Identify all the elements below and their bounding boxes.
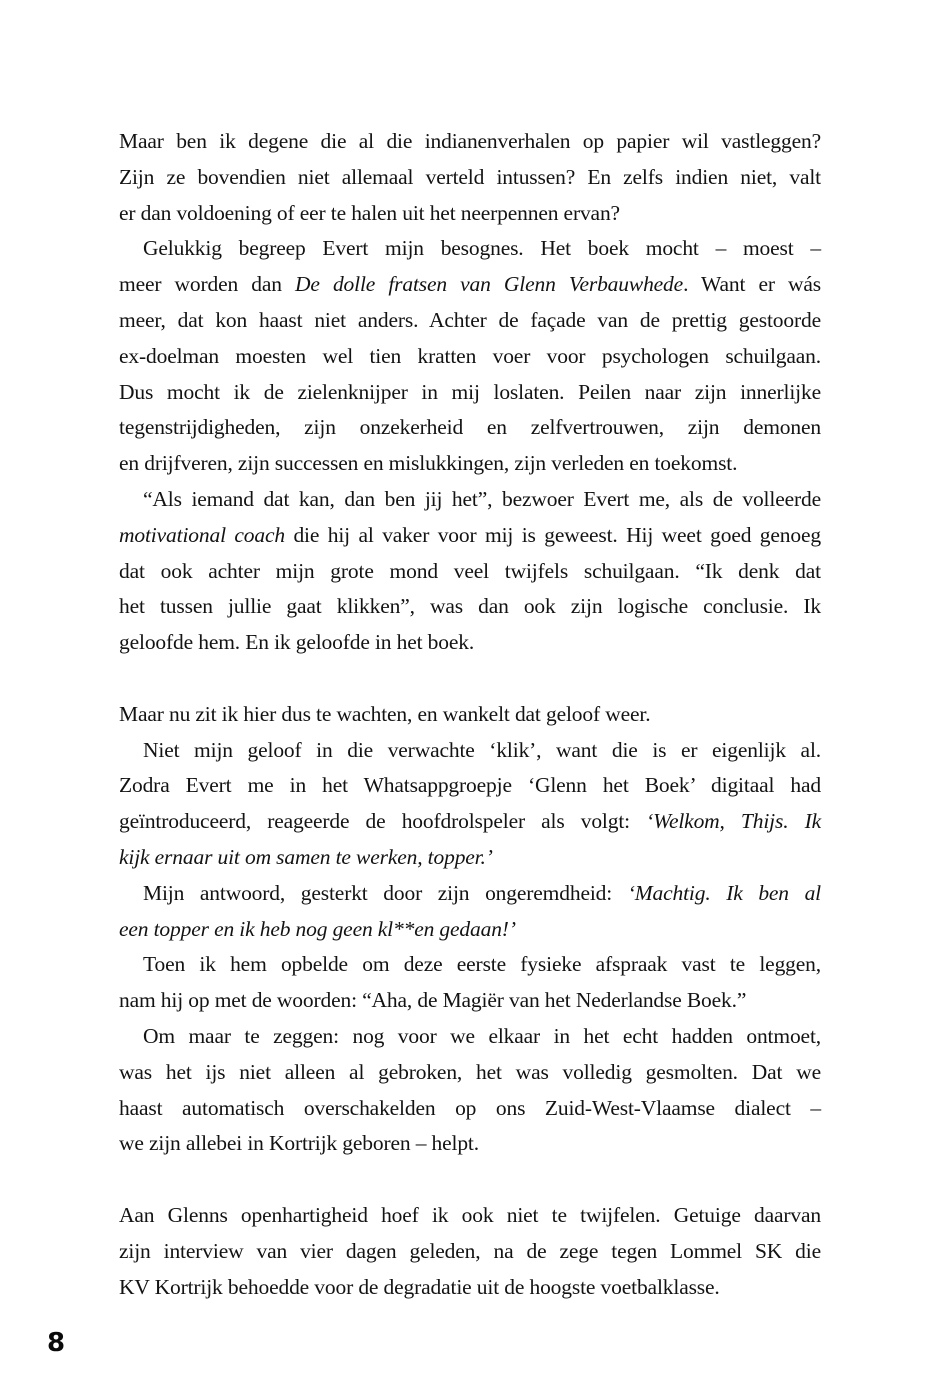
text-segment: . Want er wás bbox=[683, 272, 821, 297]
page-number: 8 bbox=[47, 1328, 66, 1358]
text-segment: Aan Glenns openhartigheid hoef ik ook niet te twijfelen. Getuige daarvan bbox=[119, 1202, 821, 1227]
text-segment: nam hij op met de woorden: “Aha, de Magiër van het Nederlandse Boek.” bbox=[119, 988, 747, 1013]
text-line bbox=[119, 912, 821, 948]
text-segment: Maar ben ik degene die al die indianenverhalen op papier wil vastleggen? bbox=[119, 129, 821, 153]
text-segment: Zodra Evert me in het Whatsappgroepje ‘Glenn het Boek’ digitaal had bbox=[119, 773, 821, 798]
text-segment: geïntroduceerd, reageerde de hoofdrolspeler als volgt: bbox=[119, 809, 647, 834]
text-line bbox=[119, 625, 821, 661]
text-segment: tegenstrijdigheden, zijn onzekerheid en zelfvertrouwen, zijn demonen bbox=[119, 415, 821, 440]
text-line bbox=[119, 1019, 821, 1055]
text-segment: en drijfveren, zijn successen en mislukkingen, zijn verleden en toekomst. bbox=[119, 451, 738, 476]
text-line bbox=[119, 160, 821, 196]
text-segment: Maar nu zit ik hier dus te wachten, en wankelt dat geloof weer. bbox=[119, 701, 651, 726]
text-line bbox=[119, 768, 821, 804]
text-segment: die hij al vaker voor mij is geweest. Hij weet goed genoeg bbox=[284, 522, 821, 547]
body-text bbox=[119, 124, 821, 1305]
text-line bbox=[119, 518, 821, 554]
text-line bbox=[119, 339, 821, 375]
text-line bbox=[119, 410, 821, 446]
text-segment: Gelukkig begreep Evert mijn besognes. Het boek mocht – moest – bbox=[143, 236, 821, 261]
text-line bbox=[119, 1270, 821, 1306]
text-segment: Om maar te zeggen: nog voor we elkaar in het echt hadden ontmoet, bbox=[143, 1023, 821, 1048]
italic-text-segment: kijk ernaar uit om samen te werken, topper.’ bbox=[119, 844, 493, 869]
text-segment: meer worden dan bbox=[119, 272, 296, 297]
text-line bbox=[119, 482, 821, 518]
italic-text-segment: motivational coach bbox=[119, 522, 285, 547]
text-line bbox=[119, 375, 821, 411]
text-line bbox=[119, 697, 821, 733]
text-segment: Zijn ze bovendien niet allemaal verteld intussen? En zelfs indien niet, valt bbox=[119, 164, 821, 189]
text-segment: er dan voldoening of eer te halen uit het neerpennen ervan? bbox=[119, 200, 620, 225]
text-line bbox=[119, 196, 821, 232]
text-segment: zijn interview van vier dagen geleden, na de zege tegen Lommel SK die bbox=[119, 1238, 821, 1263]
text-segment: KV Kortrijk behoedde voor de degradatie uit de hoogste voetbalklasse. bbox=[119, 1274, 720, 1299]
text-line bbox=[119, 733, 821, 769]
text-line bbox=[119, 983, 821, 1019]
text-segment: haast automatisch overschakelden op ons Zuid-West-Vlaamse dialect – bbox=[119, 1095, 821, 1120]
text-line bbox=[119, 876, 821, 912]
text-line bbox=[119, 1091, 821, 1127]
text-segment: Dus mocht ik de zielenknijper in mij loslaten. Peilen naar zijn innerlijke bbox=[119, 379, 821, 404]
text-line bbox=[119, 1055, 821, 1091]
text-line bbox=[119, 1126, 821, 1162]
text-line bbox=[119, 947, 821, 983]
text-segment: Mijn antwoord, gesterkt door zijn ongeremdheid: bbox=[143, 880, 628, 905]
italic-text-segment: De dolle fratsen van Glenn Verbauwhede bbox=[295, 272, 684, 297]
text-line bbox=[119, 554, 821, 590]
text-segment: dat ook achter mijn grote mond veel twijfels schuilgaan. “Ik denk dat bbox=[119, 558, 821, 583]
text-segment: Toen ik hem opbelde om deze eerste fysieke afspraak vast te leggen, bbox=[143, 952, 821, 977]
text-line bbox=[119, 804, 821, 840]
text-segment: Niet mijn geloof in die verwachte ‘klik’, want die is er eigenlijk al. bbox=[143, 737, 821, 762]
text-line bbox=[119, 446, 821, 482]
italic-text-segment: een topper en ik heb nog geen kl**en gedaan!’ bbox=[119, 916, 516, 941]
italic-text-segment: ‘Welkom, Thijs. Ik bbox=[646, 809, 821, 834]
text-line bbox=[119, 303, 821, 339]
text-segment: was het ijs niet alleen al gebroken, het was volledig gesmolten. Dat we bbox=[119, 1059, 821, 1084]
text-line bbox=[119, 267, 821, 303]
text-line bbox=[119, 231, 821, 267]
text-segment: meer, dat kon haast niet anders. Achter de façade van de prettig gestoorde bbox=[119, 307, 821, 332]
text-line bbox=[119, 589, 821, 625]
text-segment: ex-doelman moesten wel tien kratten voer voor psychologen schuilgaan. bbox=[119, 343, 821, 368]
text-segment: we zijn allebei in Kortrijk geboren – helpt. bbox=[119, 1131, 479, 1156]
italic-text-segment: ‘Machtig. Ik ben al bbox=[627, 880, 821, 905]
text-line bbox=[119, 1198, 821, 1234]
text-line bbox=[119, 124, 821, 160]
text-segment: het tussen jullie gaat klikken”, was dan ook zijn logische conclusie. Ik bbox=[119, 594, 821, 619]
text-line bbox=[119, 1234, 821, 1270]
text-segment: “Als iemand dat kan, dan ben jij het”, bezwoer Evert me, als de volleerde bbox=[143, 486, 821, 511]
text-segment: geloofde hem. En ik geloofde in het boek. bbox=[119, 630, 475, 655]
text-line bbox=[119, 840, 821, 876]
